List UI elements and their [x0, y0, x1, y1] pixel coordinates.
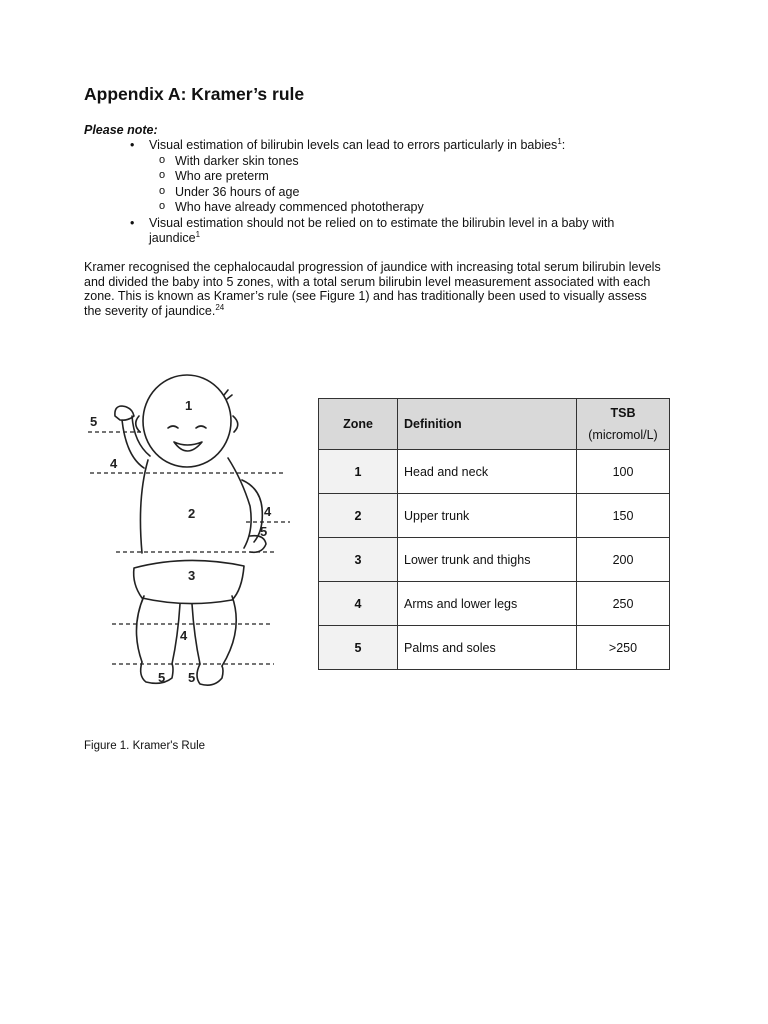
- baby-torso-right: [228, 458, 251, 548]
- baby-ear-left: [136, 416, 140, 432]
- definition-cell: Head and neck: [398, 450, 577, 494]
- note-bullet-list: [130, 138, 650, 247]
- note-label: Please note:: [84, 123, 158, 137]
- baby-zone-illustration: [82, 368, 297, 708]
- table-row: [319, 450, 670, 494]
- zone-label: 1: [185, 398, 193, 413]
- bullet-suffix: :: [561, 138, 566, 152]
- tsb-cell: 250: [577, 582, 670, 626]
- baby-eye-left: [168, 426, 178, 428]
- sub-item: o Who are preterm: [149, 169, 650, 185]
- paragraph-text: Kramer recognised the cephalocaudal progression of jaundice with increasing total serum bilirubin levels and divided the baby into 5 zones, with a total serum bilirubin level measurement associated with each zone. This is known as Kramer’s rule (see Figure 1) and has traditionally been used to visually assess the severity of jaundice.: [84, 260, 661, 318]
- zone-label: 5: [260, 524, 268, 539]
- kramer-zone-table: [318, 398, 670, 670]
- zone-label: 5: [158, 670, 166, 685]
- zone-cell: 4: [319, 582, 398, 626]
- baby-eye-right: [196, 426, 206, 428]
- zone-cell: 1: [319, 450, 398, 494]
- zone-cell: 5: [319, 626, 398, 670]
- bullet-text: Visual estimation of bilirubin levels can lead to errors particularly in babies: [149, 138, 558, 152]
- zone-label: 2: [188, 506, 196, 521]
- definition-cell: Palms and soles: [398, 626, 577, 670]
- zone-label: 3: [188, 568, 196, 583]
- header-zone: Zone: [319, 399, 398, 450]
- zone-label: 5: [188, 670, 196, 685]
- header-tsb-unit: (micromol/L): [588, 428, 658, 442]
- sub-item: o Who have already commenced phototherapy: [149, 200, 650, 216]
- bullet-text: Visual estimation should not be relied on to estimate the bilirubin level in a baby with jaundice: [149, 215, 615, 245]
- bullet-item: [130, 216, 650, 247]
- baby-foot-left: [141, 662, 173, 683]
- header-tsb: [577, 399, 670, 450]
- table-row: [319, 582, 670, 626]
- baby-head: [143, 375, 231, 467]
- header-tsb-label: TSB: [610, 406, 636, 420]
- sub-bullet-list: [149, 154, 650, 216]
- zone-label: 4: [180, 628, 188, 643]
- baby-ear-right: [233, 416, 238, 432]
- baby-leg-left-outer: [136, 596, 144, 662]
- table-header-row: [319, 399, 670, 450]
- zone-label: 5: [90, 414, 98, 429]
- table-row: [319, 626, 670, 670]
- tsb-cell: 150: [577, 494, 670, 538]
- zone-cell: 3: [319, 538, 398, 582]
- tsb-cell: 100: [577, 450, 670, 494]
- header-definition: Definition: [398, 399, 577, 450]
- tsb-cell: >250: [577, 626, 670, 670]
- baby-leg-right-inner: [192, 604, 200, 664]
- baby-fist-left: [115, 406, 134, 420]
- definition-cell: Lower trunk and thighs: [398, 538, 577, 582]
- baby-foot-right: [197, 664, 223, 685]
- baby-leg-right-outer: [222, 596, 236, 666]
- table-row: [319, 538, 670, 582]
- sub-item: o With darker skin tones: [149, 154, 650, 170]
- sub-item: o Under 36 hours of age: [149, 185, 650, 201]
- tsb-cell: 200: [577, 538, 670, 582]
- zone-label: 4: [110, 456, 118, 471]
- footnote-ref: 24: [215, 302, 225, 312]
- baby-mouth: [174, 442, 202, 451]
- figure-caption: Figure 1. Kramer's Rule: [84, 740, 206, 752]
- footnote-ref: 1: [195, 229, 201, 239]
- baby-torso-left: [140, 460, 148, 553]
- page-title: Appendix A: Kramer’s rule: [84, 84, 305, 104]
- footnote-ref: 1: [557, 136, 562, 146]
- table-row: [319, 494, 670, 538]
- definition-cell: Upper trunk: [398, 494, 577, 538]
- bullet-item: [130, 138, 650, 216]
- baby-leg-left-inner: [172, 604, 180, 664]
- definition-cell: Arms and lower legs: [398, 582, 577, 626]
- zone-label: 4: [264, 504, 272, 519]
- zone-cell: 2: [319, 494, 398, 538]
- intro-paragraph: [84, 260, 664, 318]
